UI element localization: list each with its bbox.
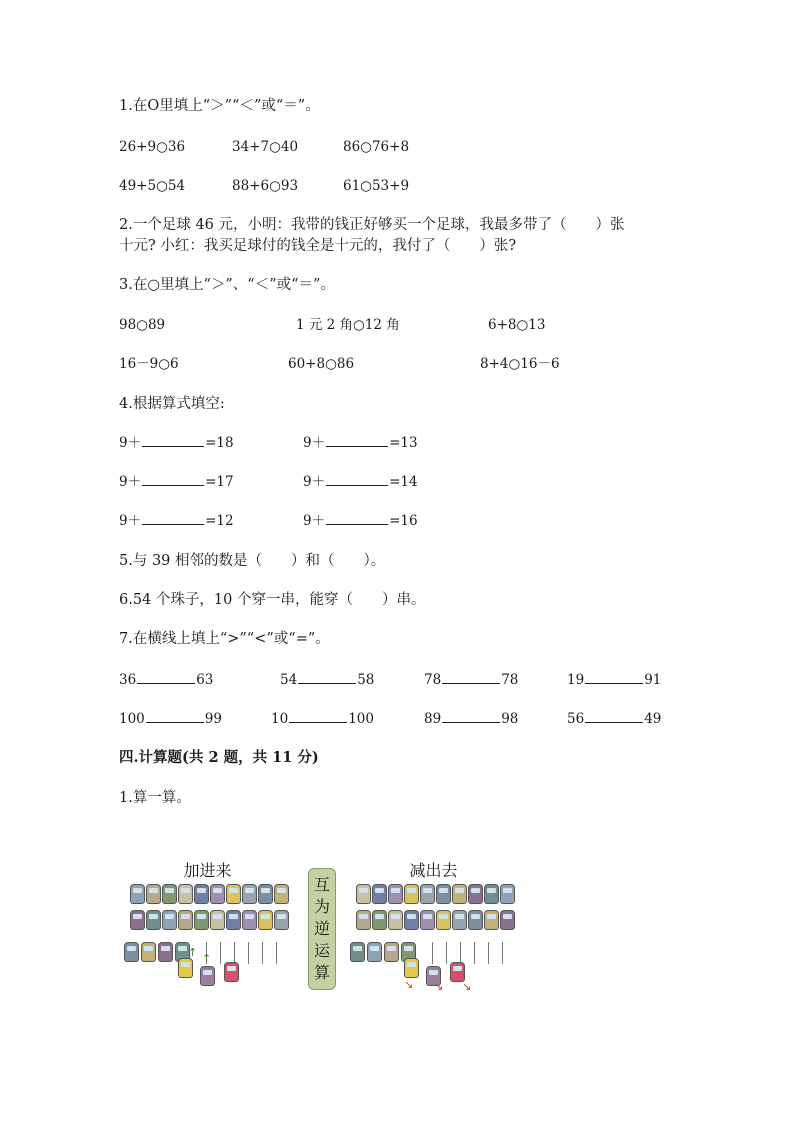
lot-title-right: 减出去 <box>409 861 458 880</box>
q5-text: 5.与 39 相邻的数是（ ）和（ ）。 <box>119 553 386 569</box>
answer-blank[interactable] <box>326 512 388 525</box>
car-icon <box>178 910 193 930</box>
answer-blank[interactable] <box>585 710 643 723</box>
car-icon <box>242 910 257 930</box>
q7-right: 78 <box>501 672 519 688</box>
car-icon <box>162 884 177 904</box>
q7-right: 99 <box>204 711 222 727</box>
q7-left: 78 <box>424 672 442 688</box>
q3-item: 1 元 2 角○12 角 <box>296 317 400 333</box>
q4-item <box>119 511 234 531</box>
q4-result: =13 <box>389 435 418 451</box>
q7-item <box>567 670 661 690</box>
direction-arrow-icon: ↘ <box>434 980 444 993</box>
q7-right: 98 <box>501 711 519 727</box>
q3-item: 60+8○86 <box>288 356 355 372</box>
q4-prefix: 9＋ <box>119 474 142 490</box>
answer-blank[interactable] <box>142 434 204 447</box>
q7-left: 10 <box>271 711 289 727</box>
q7-right: 91 <box>644 672 662 688</box>
answer-blank[interactable] <box>146 710 204 723</box>
section-title: 四.计算题(共 2 题，共 11 分) <box>119 749 319 766</box>
answer-blank[interactable] <box>142 512 204 525</box>
parking-stall-line <box>234 942 235 964</box>
car-icon <box>372 910 387 930</box>
q7-left: 56 <box>567 711 585 727</box>
car-icon <box>258 884 273 904</box>
car-icon <box>468 884 483 904</box>
q4-result: =16 <box>389 513 418 529</box>
q3-title: 3.在○里填上“＞”、“＜”或“＝”。 <box>119 277 335 293</box>
q7-left: 19 <box>567 672 585 688</box>
answer-blank[interactable] <box>585 671 643 684</box>
q7-item <box>280 670 374 690</box>
sign-char: 运 <box>313 941 330 960</box>
q4-item <box>303 433 418 453</box>
car-icon <box>210 910 225 930</box>
q7-item <box>567 709 661 729</box>
car-icon <box>452 910 467 930</box>
parking-stall-line <box>220 942 221 964</box>
car-icon <box>404 958 419 978</box>
car-icon <box>372 884 387 904</box>
parking-stall-line <box>248 942 249 964</box>
q7-item <box>271 709 374 729</box>
q1-item: 86○76+8 <box>343 139 410 155</box>
parking-lot-illustration <box>120 858 520 993</box>
car-icon <box>226 910 241 930</box>
q7-title: 7.在横线上填上“>”“<”或“=”。 <box>119 631 330 647</box>
q4-prefix: 9＋ <box>303 435 326 451</box>
car-icon <box>158 942 173 962</box>
car-icon <box>210 884 225 904</box>
car-icon <box>194 884 209 904</box>
car-icon <box>420 884 435 904</box>
car-icon <box>350 942 365 962</box>
calc1-title: 1.算一算。 <box>119 790 191 806</box>
car-icon <box>224 962 239 982</box>
car-icon <box>242 884 257 904</box>
car-icon <box>404 884 419 904</box>
q7-left: 54 <box>280 672 298 688</box>
answer-blank[interactable] <box>298 671 356 684</box>
car-icon <box>367 942 382 962</box>
sign-char: 逆 <box>313 919 330 938</box>
parking-lot-left <box>120 858 295 990</box>
q7-right: 58 <box>357 672 375 688</box>
car-icon <box>226 884 241 904</box>
q7-right: 49 <box>644 711 662 727</box>
lot-title-left: 加进来 <box>183 861 232 880</box>
q4-result: =18 <box>205 435 234 451</box>
sign-char: 为 <box>313 897 330 916</box>
car-icon <box>436 910 451 930</box>
car-icon <box>404 910 419 930</box>
answer-blank[interactable] <box>326 473 388 486</box>
car-icon <box>178 884 193 904</box>
car-icon <box>258 910 273 930</box>
q4-result: =12 <box>205 513 234 529</box>
q4-prefix: 9＋ <box>303 513 326 529</box>
q6-text: 6.54 个珠子，10 个穿一串，能穿（ ）串。 <box>119 592 426 608</box>
car-icon <box>388 910 403 930</box>
car-icon <box>274 884 289 904</box>
parking-stall-line <box>488 942 489 964</box>
car-icon <box>500 910 515 930</box>
car-icon <box>130 910 145 930</box>
car-icon <box>194 910 209 930</box>
answer-blank[interactable] <box>142 473 204 486</box>
q4-prefix: 9＋ <box>303 474 326 490</box>
direction-arrow-icon: ↑ <box>202 952 212 965</box>
car-icon <box>420 910 435 930</box>
q7-right: 63 <box>196 672 214 688</box>
car-icon <box>468 910 483 930</box>
q1-item: 61○53+9 <box>343 178 410 194</box>
q4-item <box>303 472 418 492</box>
q4-prefix: 9＋ <box>119 513 142 529</box>
inverse-operation-sign <box>308 868 336 990</box>
q7-item <box>119 709 222 729</box>
answer-blank[interactable] <box>289 710 347 723</box>
car-icon <box>388 884 403 904</box>
sign-char: 算 <box>313 963 330 982</box>
q3-item: 98○89 <box>119 317 166 333</box>
car-icon <box>484 910 499 930</box>
q2-line1: 2.一个足球 46 元，小明：我带的钱正好够买一个足球，我最多带了（ ）张 <box>119 217 625 233</box>
q1-item: 34+7○40 <box>232 139 299 155</box>
q1-item: 26+9○36 <box>119 139 186 155</box>
q3-item: 6+8○13 <box>488 317 546 333</box>
car-icon <box>452 884 467 904</box>
car-icon <box>484 884 499 904</box>
answer-blank[interactable] <box>442 710 500 723</box>
direction-arrow-icon: ↑ <box>188 946 198 959</box>
q7-item <box>424 709 518 729</box>
q7-left: 36 <box>119 672 137 688</box>
answer-blank[interactable] <box>442 671 500 684</box>
car-icon <box>450 962 465 982</box>
answer-blank[interactable] <box>137 671 195 684</box>
direction-arrow-icon: ↘ <box>404 978 414 991</box>
car-icon <box>130 884 145 904</box>
car-icon <box>500 884 515 904</box>
parking-stall-line <box>460 942 461 964</box>
q7-left: 100 <box>119 711 145 727</box>
q4-prefix: 9＋ <box>119 435 142 451</box>
q4-item <box>119 472 234 492</box>
q3-item: 16－9○6 <box>119 356 179 372</box>
car-icon <box>200 966 215 986</box>
car-icon <box>162 910 177 930</box>
q1-title: 1.在O里填上“＞”“＜”或“＝”。 <box>119 98 320 114</box>
parking-lot-right <box>346 858 521 993</box>
sign-char: 互 <box>313 875 330 894</box>
car-icon <box>146 884 161 904</box>
parking-stall-line <box>432 942 433 964</box>
car-icon <box>384 942 399 962</box>
q1-item: 88+6○93 <box>232 178 299 194</box>
q3-item: 8+4○16－6 <box>480 356 560 372</box>
parking-stall-line <box>446 942 447 964</box>
parking-stall-line <box>474 942 475 964</box>
car-icon <box>141 942 156 962</box>
q7-right: 100 <box>348 711 374 727</box>
direction-arrow-icon: ↘ <box>462 980 472 993</box>
parking-stall-line <box>276 942 277 964</box>
q7-item <box>119 670 213 690</box>
car-icon <box>436 884 451 904</box>
q2-line2: 十元? 小红：我买足球付的钱全是十元的，我付了（ ）张? <box>119 238 517 254</box>
q4-item <box>119 433 234 453</box>
car-icon <box>124 942 139 962</box>
answer-blank[interactable] <box>326 434 388 447</box>
car-icon <box>356 884 371 904</box>
q4-item <box>303 511 418 531</box>
q7-left: 89 <box>424 711 442 727</box>
q4-result: =14 <box>389 474 418 490</box>
parking-stall-line <box>502 942 503 964</box>
q7-item <box>424 670 518 690</box>
q1-item: 49+5○54 <box>119 178 186 194</box>
car-icon <box>274 910 289 930</box>
parking-stall-line <box>262 942 263 964</box>
car-icon <box>146 910 161 930</box>
car-icon <box>356 910 371 930</box>
car-icon <box>178 958 193 978</box>
q4-title: 4.根据算式填空: <box>119 396 225 412</box>
q4-result: =17 <box>205 474 234 490</box>
